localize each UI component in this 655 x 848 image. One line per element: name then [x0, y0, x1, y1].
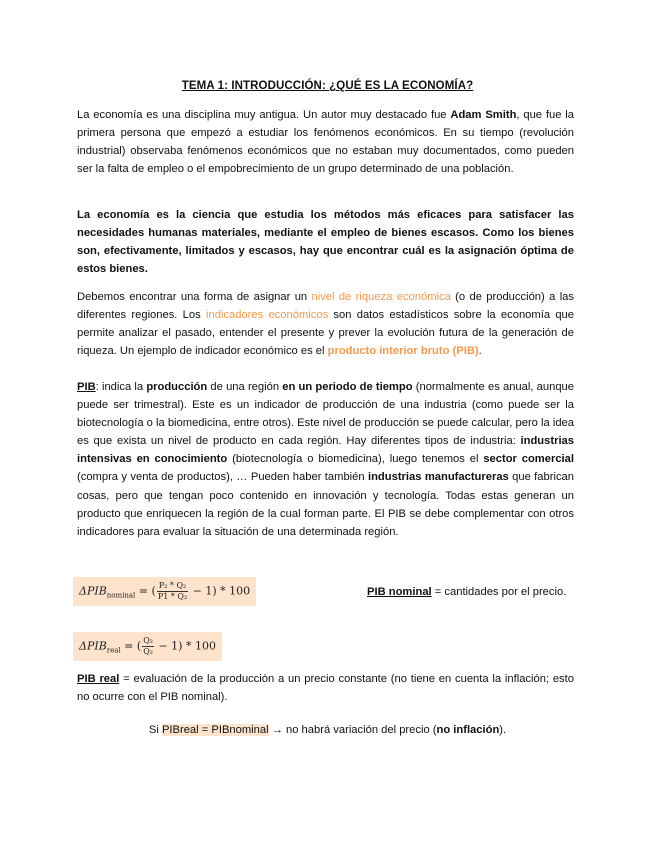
highlight-indicadores: indicadores económicos [205, 309, 329, 322]
paragraph-intro: La economía es una disciplina muy antigua. Un autor muy destacado fue Adam Smith, que fue la primera persona que empezó a estudiar los fenómenos económicos. En su tiempo (revolución industrial) observaba fenómenos económicos que no estaban muy documentados, como pueden ser la falta de empleo o el empobrecimiento de un grupo determinado de una población. [77, 109, 575, 176]
paragraph-pib: PIB: indica la producción de una región en un periodo de tiempo (normalmente es anual, aunque puede ser trimestral). Este es un indicador de producción de una industria (como puede ser la biotecnología o la biomedicina, entre otros). Este nivel de producción se puede calcular, pero la idea es que exista un nivel de producto en cada región. Hay diferentes tipos de industria: industrias intensivas en conocimiento (biotecnología o biomedicina), luego tenemos el sector comercial (compra y venta de productos), … Pueden haber también industrias manufactureras que fabrican cosas, pero que tengan poco contenido en innovación y tecnología. Todas estas generan un producto que enriquecen la región de la cual forman parte. El PIB se debe complementar con otros indicadores para evaluar la situación de una determinada región. [77, 381, 574, 538]
highlight-riqueza: nivel de riqueza económica [311, 291, 451, 303]
paragraph-definition: La economía es la ciencia que estudia los métodos más eficaces para satisfacer las necesidades humanas materiales, mediante el empleo de bienes escasos. Como los bienes son, efectivamente, limitados y escasos, hay que encontrar cuál es la asignación óptima de estos bienes. [77, 209, 574, 276]
paragraph-indicators: Debemos encontrar una forma de asignar un nivel de riqueza económica (o de producción) a las diferentes regiones. Los indicadores económicos son datos estadísticos sobre la economía que permite analizar el pasado, entender el presente y prever la evolución futura de la generación de riqueza. Un ejemplo de indicador económico es el producto interior bruto (PIB). [77, 291, 574, 358]
pib-term: PIB [77, 381, 96, 393]
pib-real-term: PIB real [77, 673, 120, 685]
page-title: TEMA 1: INTRODUCCIÓN: ¿QUÉ ES LA ECONOMÍA? [181, 80, 474, 92]
nominal-note: PIB nominal = cantidades por el precio. [367, 586, 567, 598]
formula-pib-nominal: $\Delta PIB_{nominal}$ = ( $\frac{\text{P₂ * Q₂}}{\text{P1 * Q₂}}$ − 1) * 100 [73, 577, 256, 606]
formula-pib-real: $\Delta PIB_{real}$ = ( $\frac{\text{Q₂}}{\text{Q₂}}$ − 1) * 100 [73, 632, 222, 661]
paragraph-pib-real: PIB real = evaluación de la producción a un precio constante (no tiene en cuenta la inflación; esto no ocurre con el PIB nominal). [77, 673, 574, 704]
inflation-conclusion: Si PIBreal = PIBnominal → no habrá variación del precio (no inflación). [148, 724, 507, 736]
adam-smith-name: Adam Smith [450, 109, 517, 121]
highlight-pib: producto interior bruto (PIB) [327, 345, 479, 358]
